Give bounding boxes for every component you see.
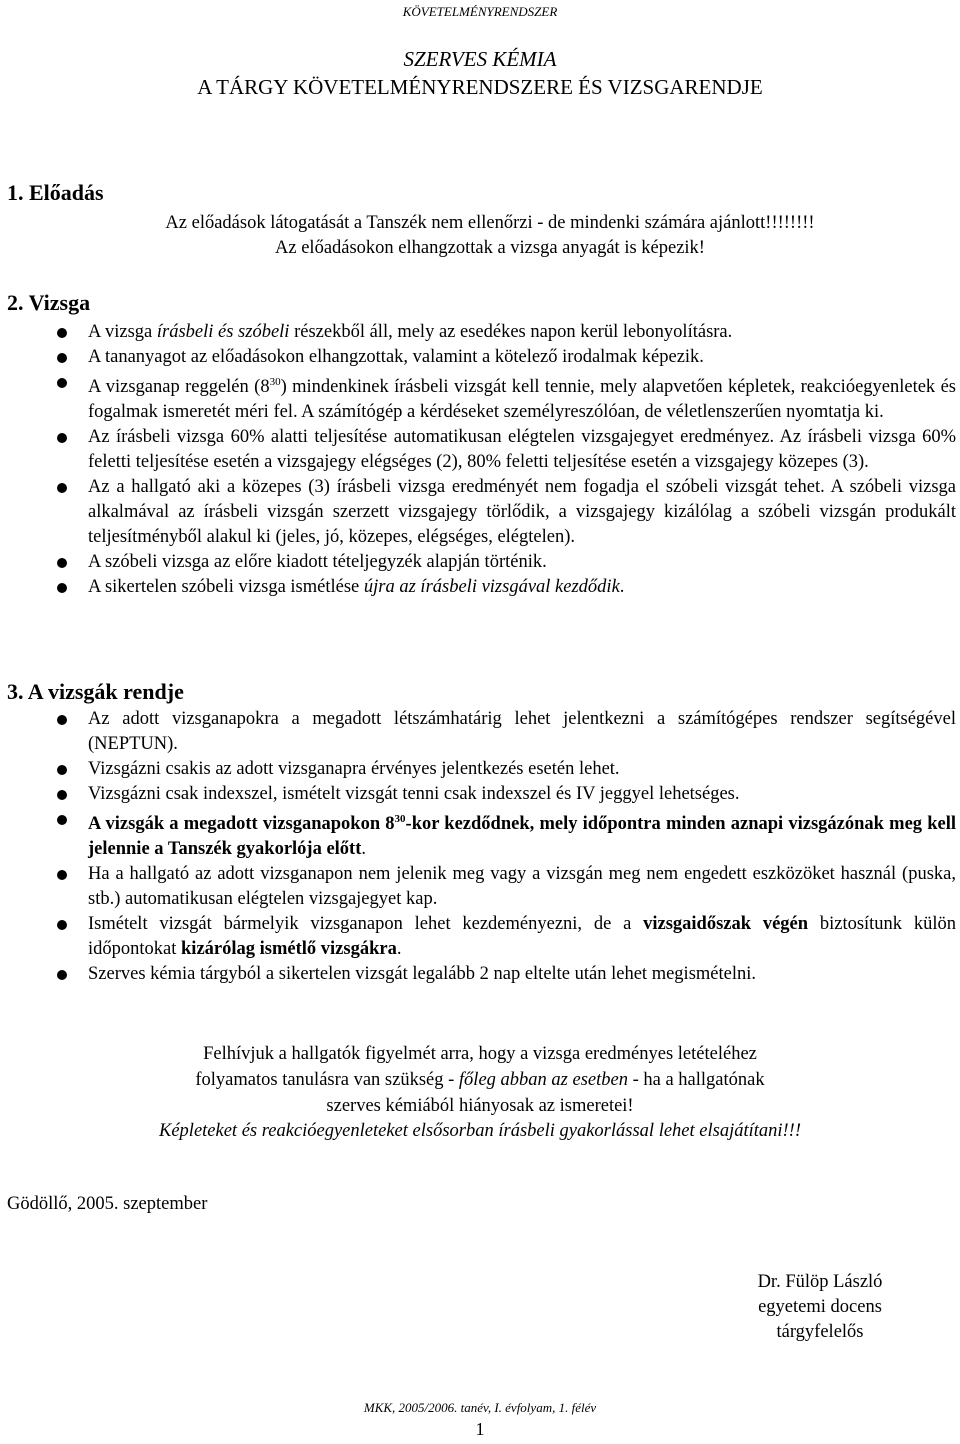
section1-line1: Az előadások látogatását a Tanszék nem ellenőrzi - de mindenki számára ajánlott!!!!!!!! [165, 213, 815, 233]
notice-line2: folyamatos tanulásra van szükség - főleg abban az esetben - ha a hallgatónak [195, 1070, 765, 1090]
place-date: Gödöllő, 2005. szeptember [7, 1194, 208, 1214]
signature-title2: tárgyfelelős [776, 1322, 864, 1342]
list-item: A vizsga írásbeli és szóbeli részekből áll, mely az esedékes napon kerül lebonyolításra. [0, 320, 960, 345]
document-subtitle: A TÁRGY KÖVETELMÉNYRENDSZERE ÉS VIZSGARENDJE [197, 75, 763, 99]
page-footer: MKK, 2005/2006. tanév, I. évfolyam, 1. félév [363, 1400, 597, 1415]
list-item: Ismételt vizsgát bármelyik vizsganapon lehet kezdeményezni, de a vizsgaidőszak végén biztosítunk külön időpontokat kizárólag ismétlő vizsgákra. [0, 912, 960, 962]
list-item: A vizsgák a megadott vizsganapokon $8^{30}$-kor kezdődnek, mely időpontra minden aznapi vizsgázónak meg kell jelennie a Tanszék gyakorlója előtt. [0, 807, 960, 862]
notice-line4: Képleteket és reakcióegyenleteket elsősorban írásbeli gyakorlással lehet elsajátítani!!! [159, 1121, 801, 1141]
list-item: Vizsgázni csakis az adott vizsganapra érvényes jelentkezés esetén lehet. [0, 757, 960, 782]
section2-list [0, 320, 960, 600]
notice-line3: szerves kémiából hiányosak az ismeretei! [326, 1096, 634, 1116]
list-item: A sikertelen szóbeli vizsga ismétlése újra az írásbeli vizsgával kezdődik. [0, 575, 960, 600]
list-item: Az a hallgató aki a közepes (3) írásbeli vizsga eredményét nem fogadja el szóbeli vizsgát tehet. A szóbeli vizsga alkalmával az írásbeli vizsgán szerzett vizsgajegy törlődik, a vizsgajegy kizálólag a szóbeli vizsgán produkált teljesítményből alakul ki (jeles, jó, közepes, elégséges, elégtelen). [0, 475, 960, 550]
list-item: Az adott vizsganapokra a megadott létszámhatárig lehet jelentkezni a számítógépes rendszer segítségével (NEPTUN). [0, 707, 960, 757]
signature-name: Dr. Fülöp László [757, 1272, 883, 1292]
list-item: Az írásbeli vizsga 60% alatti teljesítése automatikusan elégtelen vizsgajegyet eredményez. Az írásbeli vizsga 60% feletti teljesítése esetén a vizsgajegy elégséges (2), 80% feletti teljesítése esetén a vizsgajegy közepes (3). [0, 425, 960, 475]
signature-title1: egyetemi docens [758, 1297, 882, 1317]
document-title: SZERVES KÉMIA [403, 47, 557, 71]
page-number: 1 [475, 1419, 485, 1439]
list-item: Szerves kémia tárgyból a sikertelen vizsgát legalább 2 nap eltelte után lehet megismételni. [0, 962, 960, 987]
section-heading-3: 3. A vizsgák rendje [7, 679, 184, 704]
section-heading-2: 2. Vizsga [7, 290, 91, 315]
list-item: A szóbeli vizsga az előre kiadott tételjegyzék alapján történik. [0, 550, 960, 575]
running-header: KÖVETELMÉNYRENDSZER [402, 4, 558, 19]
list-item: A vizsganap reggelén $(8^{30})$ mindenkinek írásbeli vizsgát kell tennie, mely alapvetően képletek, reakcióegyenletek és fogalmak ismeretét méri fel. A számítógép a kérdéseket személyreszólóan, de véletlenszerűen nyomtatja ki. [0, 370, 960, 425]
section3-list [0, 707, 960, 987]
section1-line2: Az előadásokon elhangzottak a vizsga anyagát is képezik! [275, 238, 705, 258]
notice-line1: Felhívjuk a hallgatók figyelmét arra, hogy a vizsga eredményes letételéhez [203, 1044, 757, 1064]
section-heading-1: 1. Előadás [7, 180, 104, 205]
list-item: Ha a hallgató az adott vizsganapon nem jelenik meg vagy a vizsgán meg nem engedett eszközöket használ (puska, stb.) automatikusan elégtelen vizsgajegyet kap. [0, 862, 960, 912]
list-item: A tananyagot az előadásokon elhangzottak, valamint a kötelező irodalmak képezik. [0, 345, 960, 370]
list-item: Vizsgázni csak indexszel, ismételt vizsgát tenni csak indexszel és IV jeggyel lehetséges. [0, 782, 960, 807]
